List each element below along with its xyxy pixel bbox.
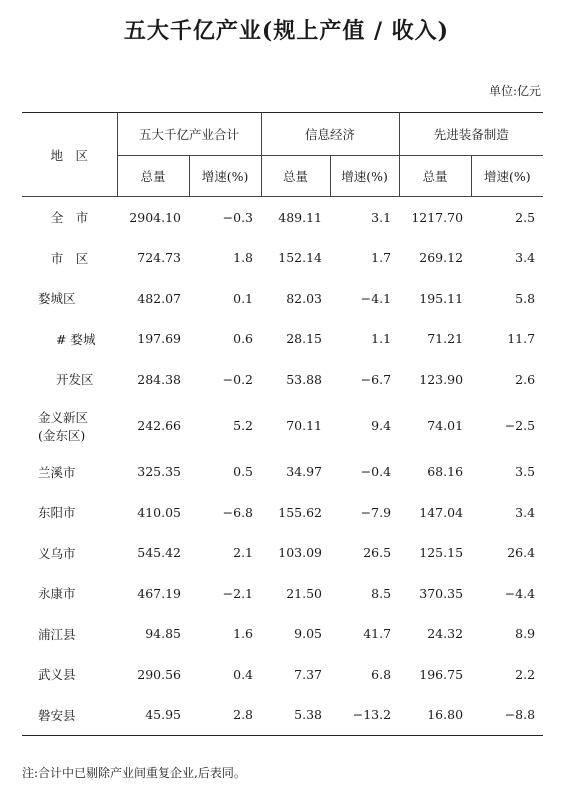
growth-cell: −13.2 [352, 707, 392, 723]
growth-cell: 8.9 [515, 626, 536, 642]
table-row [22, 573, 543, 614]
growth-cell: 11.7 [507, 331, 536, 347]
group-header-total: 五大千亿产业合计 [117, 113, 261, 156]
growth-cell: −2.1 [222, 585, 254, 601]
total-cell: 45.95 [145, 707, 181, 723]
growth-cell: 0.6 [233, 331, 254, 347]
total-cell: 545.42 [137, 545, 181, 561]
growth-cell: 2.1 [233, 545, 254, 561]
growth-cell: −0.2 [222, 371, 254, 387]
region-cell: 全 市 [50, 210, 89, 226]
total-cell: 7.37 [294, 666, 323, 682]
growth-cell: 6.8 [371, 666, 392, 682]
growth-cell: 9.4 [371, 418, 392, 433]
table-row [22, 400, 543, 452]
total-cell: 410.05 [137, 504, 181, 520]
table-row [22, 695, 543, 736]
total-cell: 68.16 [427, 464, 464, 480]
subheader-growth: 增速(%) [471, 156, 543, 197]
unit-label: 单位:亿元 [488, 84, 541, 98]
growth-cell: 5.8 [515, 290, 536, 306]
total-cell: 123.90 [419, 371, 464, 387]
region-cell: 东阳市 [38, 505, 76, 521]
total-cell: 53.88 [286, 371, 323, 387]
region-cell: 开发区 [56, 372, 94, 388]
industry-table [22, 112, 543, 736]
growth-cell: 26.4 [507, 545, 536, 561]
total-cell: 195.11 [419, 290, 464, 306]
total-cell: 269.12 [419, 250, 464, 266]
growth-cell: −4.1 [360, 290, 392, 306]
total-cell: 9.05 [294, 626, 323, 642]
growth-cell: −4.4 [504, 585, 536, 601]
table-row [22, 197, 543, 238]
table-row [22, 238, 543, 279]
region-cell: 金义新区 (金东区) [38, 409, 89, 443]
region-cell: 婺城区 [38, 291, 76, 307]
growth-cell: 2.8 [233, 707, 254, 723]
total-cell: 5.38 [294, 707, 323, 723]
total-cell: 103.09 [278, 545, 323, 561]
footnote: 注:合计中已剔除产业间重复企业,后表同。 [22, 766, 246, 780]
growth-cell: 3.1 [371, 209, 392, 225]
total-cell: 21.50 [286, 585, 323, 601]
total-cell: 467.19 [137, 585, 181, 601]
growth-cell: −2.5 [504, 418, 536, 433]
growth-cell: 1.7 [371, 250, 392, 266]
total-cell: 242.66 [137, 418, 181, 433]
region-header: 地 区 [22, 113, 117, 197]
total-cell: 16.80 [427, 707, 464, 723]
total-cell: 71.21 [427, 331, 464, 347]
table-title: 五大千亿产业(规上产值 / 收入) [123, 18, 450, 44]
table-row [22, 278, 543, 319]
total-cell: 724.73 [137, 250, 181, 266]
total-cell: 94.85 [145, 626, 181, 642]
total-cell: 196.75 [419, 666, 464, 682]
growth-cell: 2.2 [515, 666, 536, 682]
growth-cell: 26.5 [363, 545, 392, 561]
total-cell: 284.38 [137, 371, 181, 387]
growth-cell: 0.1 [233, 290, 254, 306]
growth-cell: −8.8 [504, 707, 536, 723]
growth-cell: 1.6 [233, 626, 254, 642]
growth-cell: 41.7 [363, 626, 392, 642]
growth-cell: −0.4 [360, 464, 392, 480]
table-row [22, 359, 543, 400]
total-cell: 325.35 [137, 464, 181, 480]
total-cell: 197.69 [137, 331, 181, 347]
subheader-growth: 增速(%) [330, 156, 399, 197]
total-cell: 24.32 [427, 626, 464, 642]
total-cell: 74.01 [427, 418, 464, 433]
growth-cell: 2.5 [515, 209, 536, 225]
total-cell: 147.04 [419, 504, 464, 520]
subheader-total: 总量 [117, 156, 189, 197]
growth-cell: 8.5 [371, 585, 392, 601]
growth-cell: 1.1 [371, 331, 392, 347]
region-cell: 永康市 [38, 586, 76, 602]
total-cell: 70.11 [286, 418, 323, 433]
growth-cell: 5.2 [233, 418, 254, 433]
growth-cell: −0.3 [222, 209, 254, 225]
region-cell: 义乌市 [38, 545, 76, 561]
growth-cell: 3.4 [515, 250, 536, 266]
total-cell: 370.35 [419, 585, 464, 601]
growth-cell: 1.8 [233, 250, 254, 266]
total-cell: 155.62 [278, 504, 323, 520]
subheader-total: 总量 [261, 156, 330, 197]
region-cell: 市 区 [50, 250, 89, 266]
total-cell: 482.07 [137, 290, 181, 306]
total-cell: 489.11 [278, 209, 323, 225]
growth-cell: −6.7 [360, 371, 392, 387]
total-cell: 2904.10 [129, 209, 181, 225]
total-cell: 1217.70 [411, 209, 464, 225]
growth-cell: 0.4 [233, 666, 254, 682]
growth-cell: 3.5 [515, 464, 536, 480]
total-cell: 152.14 [278, 250, 323, 266]
growth-cell: −6.8 [222, 504, 254, 520]
group-header-info-economy: 信息经济 [261, 113, 399, 156]
region-cell: 武义县 [38, 667, 76, 683]
total-cell: 82.03 [286, 290, 323, 306]
subheader-growth: 增速(%) [189, 156, 261, 197]
total-cell: 34.97 [286, 464, 323, 480]
total-cell: 125.15 [419, 545, 464, 561]
table-row [22, 533, 543, 574]
growth-cell: 2.6 [515, 371, 536, 387]
table-row [22, 452, 543, 493]
table-row [22, 654, 543, 695]
growth-cell: −7.9 [360, 504, 392, 520]
total-cell: 28.15 [286, 331, 323, 347]
region-cell: # 婺城 [56, 331, 96, 347]
region-cell: 磐安县 [38, 707, 76, 723]
region-cell: 浦江县 [38, 626, 76, 642]
total-cell: 290.56 [137, 666, 181, 682]
growth-cell: 3.4 [515, 504, 536, 520]
group-header-equipment: 先进装备制造 [399, 113, 543, 156]
table-row [22, 614, 543, 655]
table-row [22, 319, 543, 360]
table-row [22, 492, 543, 533]
subheader-total: 总量 [399, 156, 471, 197]
growth-cell: 0.5 [233, 464, 254, 480]
region-cell: 兰溪市 [38, 464, 76, 480]
